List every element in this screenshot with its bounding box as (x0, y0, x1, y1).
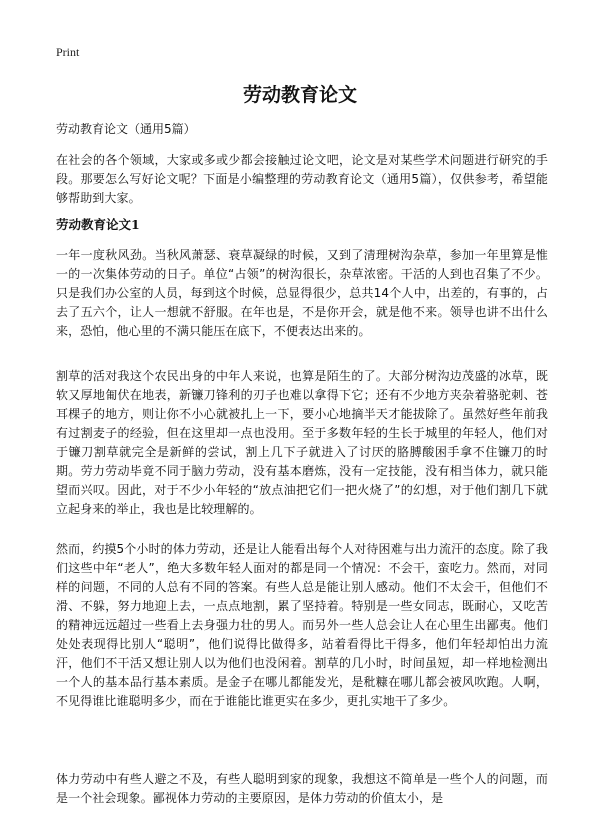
body-paragraph-3: 然而，约摸5个小时的体力劳动，还是让人能看出每个人对待困难与出力流汗的态度。除了我们这些中年“老人”，绝大多数年轻人面对的都是同一个情况：不会干，蛮吃力。然而，对同样的问题，不同的人总有不同的答案。有些人总是能让别人感动。他们不太会干，但他们不滑、不躲，努力地迎上去，一点点地割，累了坚持着。特别是一些女同志，既耐心，又吃苦的精神远远超过一些看上去身强力壮的男人。而另外一些人总会让人在心里生出鄙夷。他们处处表现得比别人“聪明”，他们说得比做得多，站着看得比干得多，他们年轻却怕出力流汗，他们不干活又想让别人以为他们也没闲着。割草的几小时，时间虽短，却一样地检测出一个人的基本品行基本素质。是金子在哪儿都能发光，是秕糠在哪儿都会被风吹跑。人啊，不见得谁比谁聪明多少，而在于谁能比谁更实在多少，更扎实地干了多少。 (56, 542, 548, 708)
print-label: Print (56, 45, 80, 59)
body-paragraph-1: 一年一度秋风劲。当秋风萧瑟、衰草凝绿的时候，又到了清理树沟杂草，参加一年里算是惟一的一次集体劳动的日子。单位“占领”的树沟很长，杂草浓密。干活的人到也召集了不少。只是我们办公室的人员，每到这个时候，总显得很少，总共14个人中，出差的，有事的，占去了五六个，让人一想就不舒服。在年也是，不是你开会，就是他不来。领导也讲不出什么来，恐怕，他心里的不满只能压在底下，不便表达出来的。 (56, 248, 548, 338)
body-paragraph-2: 割草的活对我这个农民出身的中年人来说，也算是陌生的了。大部分树沟边茂盛的冰草，既软又厚地匍伏在地表，新镰刀锋利的刃子也难以拿得下它；还有不少地方夹杂着骆驼刺、苍耳棵子的地方，则让你不小心就被扎上一下，要小心地摘半天才能拔除了。虽然好些年前我有过割麦子的经验，但在这里却一点也没用。至于多数年轻的生长于城里的年轻人，他们对于镰刀割草就完全是新鲜的尝试，割上几下子就进入了讨厌的胳膊酸困手拿不住镰刀的时期。劳力劳动毕竟不同于脑力劳动，没有基本磨炼，没有一定技能，没有相当体力，就只能望而兴叹。因此，对于不少小年轻的“放点油把它们一把火烧了”的幻想，对于他们割几下就立起身来的举止，我也是比较理解的。 (56, 369, 548, 516)
section-heading: 劳动教育论文1 (56, 217, 140, 232)
document-subtitle: 劳动教育论文（通用5篇） (56, 122, 196, 136)
intro-paragraph: 在社会的各个领域，大家或多或少都会接触过论文吧，论文是对某些学术问题进行研究的手段。那要怎么写好论文呢？下面是小编整理的劳动教育论文（通用5篇），仅供参考，希望能够帮助到大家。 (56, 153, 548, 205)
body-paragraph-4: 体力劳动中有些人避之不及，有些人聪明到家的现象，我想这不简单是一些个人的问题，而是一个社会现象。鄙视体力劳动的主要原因，是体力劳动的价值太小，是 (56, 772, 548, 805)
page-title: 劳动教育论文 (242, 84, 357, 106)
